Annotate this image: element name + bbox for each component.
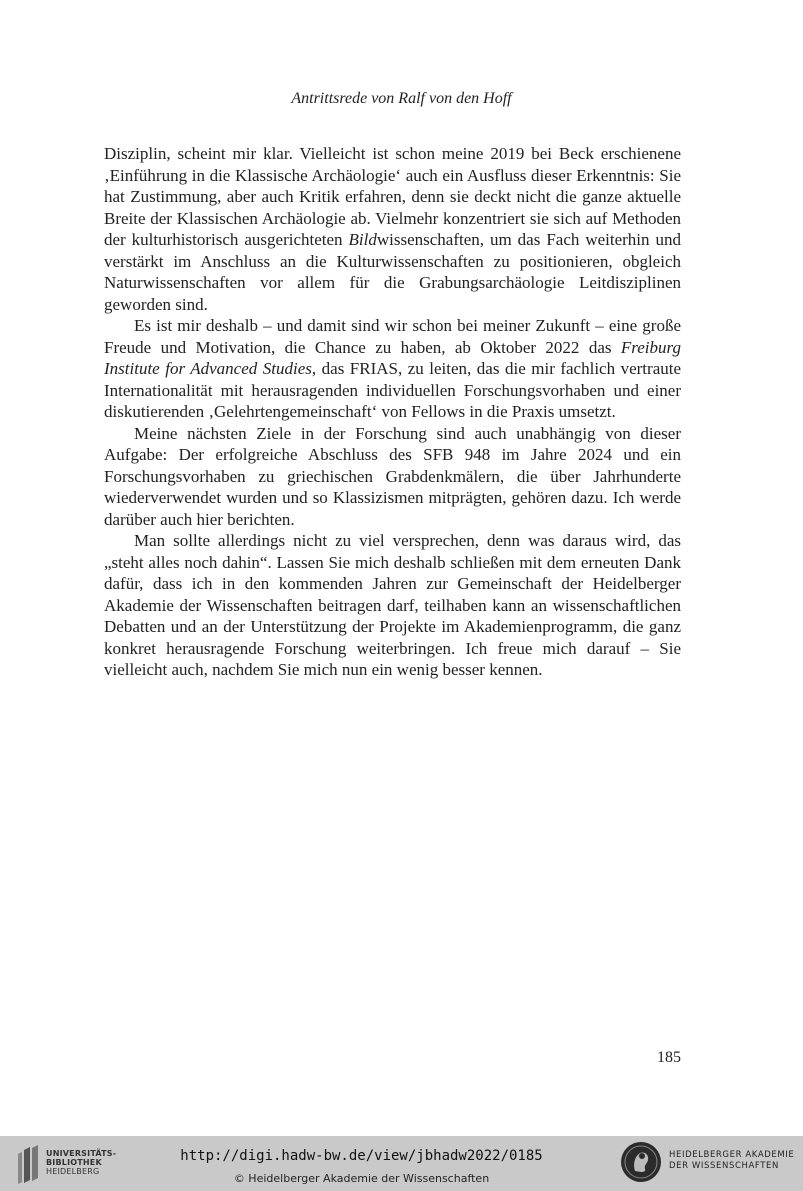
text-run: Man sollte allerdings nicht zu viel versprechen, denn was daraus wird, das „steht alles noch dahin“. Lassen Sie mich deshalb schließen mit dem erneuten Dank dafür, dass ich in den kommenden Jahren zur Gemeinschaft der Heidelberger Akademie der Wissenschaften beitragen darf, teilhaben kann an wissenschaftlichen Debatten und an der Unterstützung der Projekte im Akademienprogramm, die ganz konkret herausragende Forschung weiterbringen. Ich freue mich darauf – Sie vielleicht auch, nachdem Sie mich nun ein wenig besser kennen. [104,531,681,679]
body-text [104,143,681,681]
copyright-notice: © Heidelberger Akademie der Wissenschaften [233,1172,490,1185]
paragraph [104,530,681,681]
text-run: Es ist mir deshalb – und damit sind wir schon bei meiner Zukunft – eine große Freude und Motivation, die Chance zu haben, ab Oktober 2022 das [104,316,681,357]
text-run: Meine nächsten Ziele in der Forschung sind auch unabhängig von dieser Aufgabe: Der erfolgreiche Abschluss des SFB 948 im Jahre 2024 und ein Forschungsvorhaben zu griechischen Grabdenkmälern, die über Jahrhunderte wiederverwendet wurden und so Klassizismen mitprägten, gehören dazu. Ich werde darüber auch hier berichten. [104,423,681,529]
permalink-url[interactable]: http://digi.hadw-bw.de/view/jbhadw2022/0185 [180,1148,543,1164]
text-run: , das FRIAS, zu leiten, das die mir fachlich vertraute Internationalität mit herausragenden individuellen Forschungsvorhaben und einer diskutierenden ‚Gelehrtengemeinschaft‘ von Fellows in die Praxis umsetzt. [104,359,682,421]
page-number: 185 [657,1049,681,1066]
italic-text: Bild [348,230,377,249]
italic-text: Freiburg Institute for Advanced Studies [104,337,681,378]
academy-line-2: DER WISSENSCHAFTEN [669,1161,779,1171]
academy-line-1: HEIDELBERGER AKADEMIE [669,1150,795,1160]
academy-name [669,1150,794,1172]
academy-seal-icon [620,1141,662,1183]
paragraph [104,315,681,423]
text-run: wissenschaften, um das Fach weiterhin und verstärkt im Anschluss an die Kulturwissenschaften zu positionieren, obgleich Naturwissenschaften vor allem für die Grabungsarchäologie Leitdisziplinen geworden sind. [104,230,681,314]
viewer-footer [0,1136,803,1191]
library-line-2: BIBLIOTHEK [46,1158,102,1167]
library-line-1: UNIVERSITÄTS- [46,1149,117,1158]
paragraph [104,143,681,315]
text-run: Disziplin, scheint mir klar. Vielleicht ist schon meine 2019 bei Beck erschienene ‚Einführung in die Klassische Archäologie‘ auch ein Ausfluss dieser Erkenntnis: Sie hat Zustimmung, aber auch Kritik erfahren, denn sie deckt nicht die ganze aktuelle Breite der Klassischen Archäologie ab. Vielmehr konzentriert sie sich auf Methoden der kulturhistorisch ausgerichteten [104,144,681,249]
library-line-3: HEIDELBERG [46,1167,100,1176]
paragraph [104,423,681,531]
running-head: Antrittsrede von Ralf von den Hoff [291,90,512,107]
